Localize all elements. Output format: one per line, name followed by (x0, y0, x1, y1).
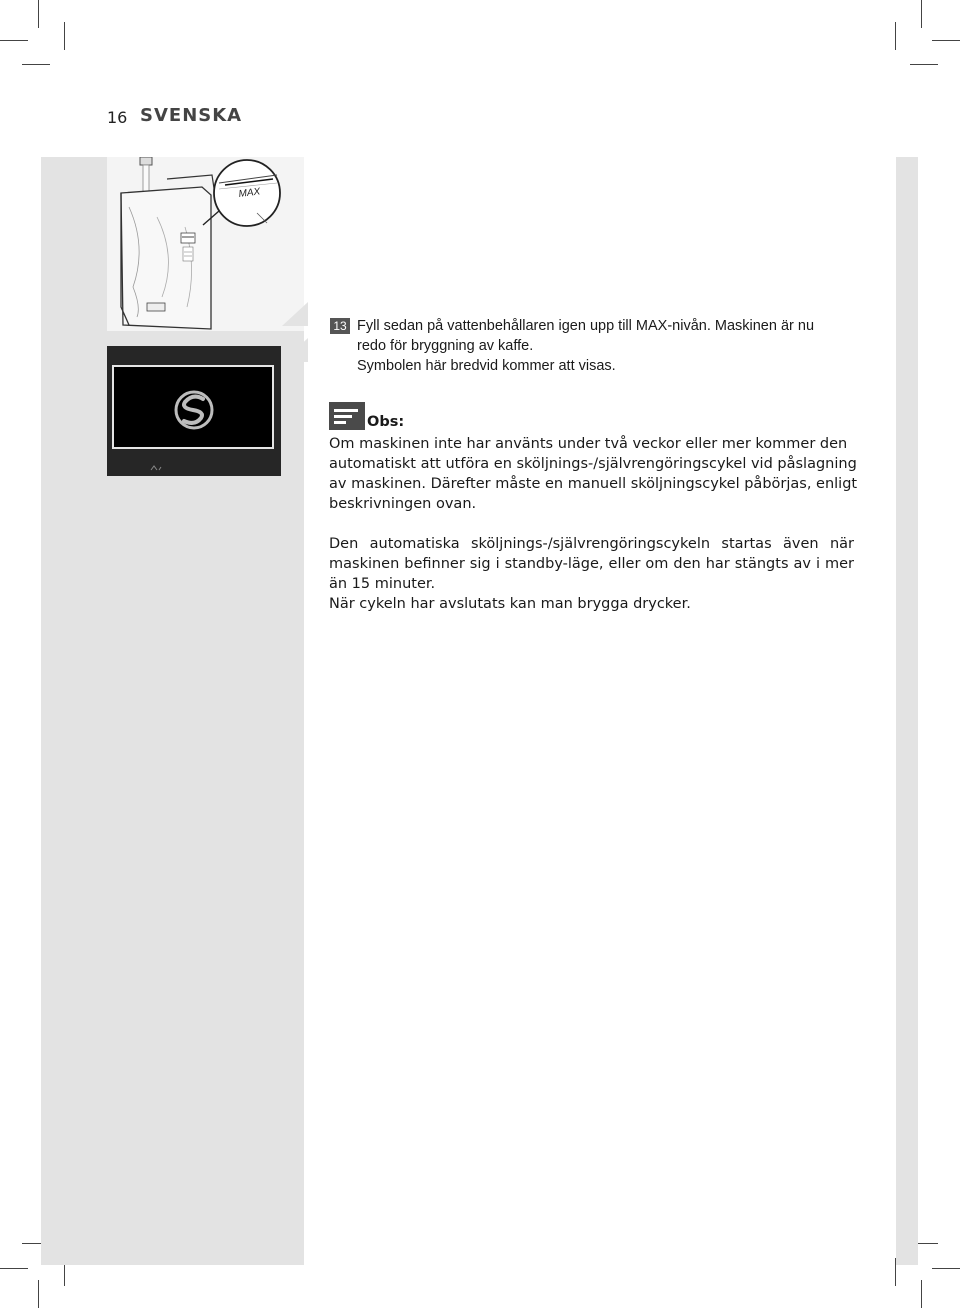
water-tank-illustration (107, 157, 304, 331)
crop-mark (38, 1280, 39, 1308)
machine-display-illustration (107, 346, 281, 476)
auto-rinse-paragraph: Den automatiska sköljnings-/självrengöringscykeln startas även när maskinen befinner sig i standby-läge, eller om den har stängts av i mer än 15 minuter. (329, 536, 854, 592)
crop-mark (64, 22, 65, 50)
crop-mark (895, 22, 896, 50)
page-language-title: SVENSKA (140, 105, 243, 126)
note-title: Obs: (367, 414, 405, 430)
step-number-badge: 13 (330, 318, 350, 334)
arrow-icon (282, 302, 308, 366)
crop-mark (910, 64, 938, 65)
page-number: 16 (107, 108, 128, 127)
step-13-line-1: Fyll sedan på vattenbehållaren igen upp till MAX-nivån. Maskinen är nu (357, 318, 815, 334)
step-13-line-2: redo för bryggning av kaffe. (357, 338, 534, 354)
max-label: MAX (238, 186, 261, 200)
crop-mark (932, 1268, 960, 1269)
crop-mark (921, 1280, 922, 1308)
note-text: Om maskinen inte har använts under två veckor eller mer kommer den automatiskt att utföra en sköljnings-/självrengöringscykel vid påslagning av maskinen. Därefter måste en manuell sköljningscykel påbörjas, enligt beskrivningen ovan. (329, 436, 858, 512)
step-13 (330, 316, 870, 376)
crop-mark (22, 64, 50, 65)
crop-mark (921, 0, 922, 28)
right-margin-strip (896, 157, 918, 1265)
crop-mark (38, 0, 39, 28)
step-13-line-3: Symbolen här bredvid kommer att visas. (357, 358, 616, 374)
cycle-finished-paragraph: När cykeln har avslutats kan man brygga drycker. (329, 596, 691, 612)
crop-mark (0, 1268, 28, 1269)
crop-mark (932, 40, 960, 41)
crop-mark (0, 40, 28, 41)
note-icon (329, 402, 365, 430)
